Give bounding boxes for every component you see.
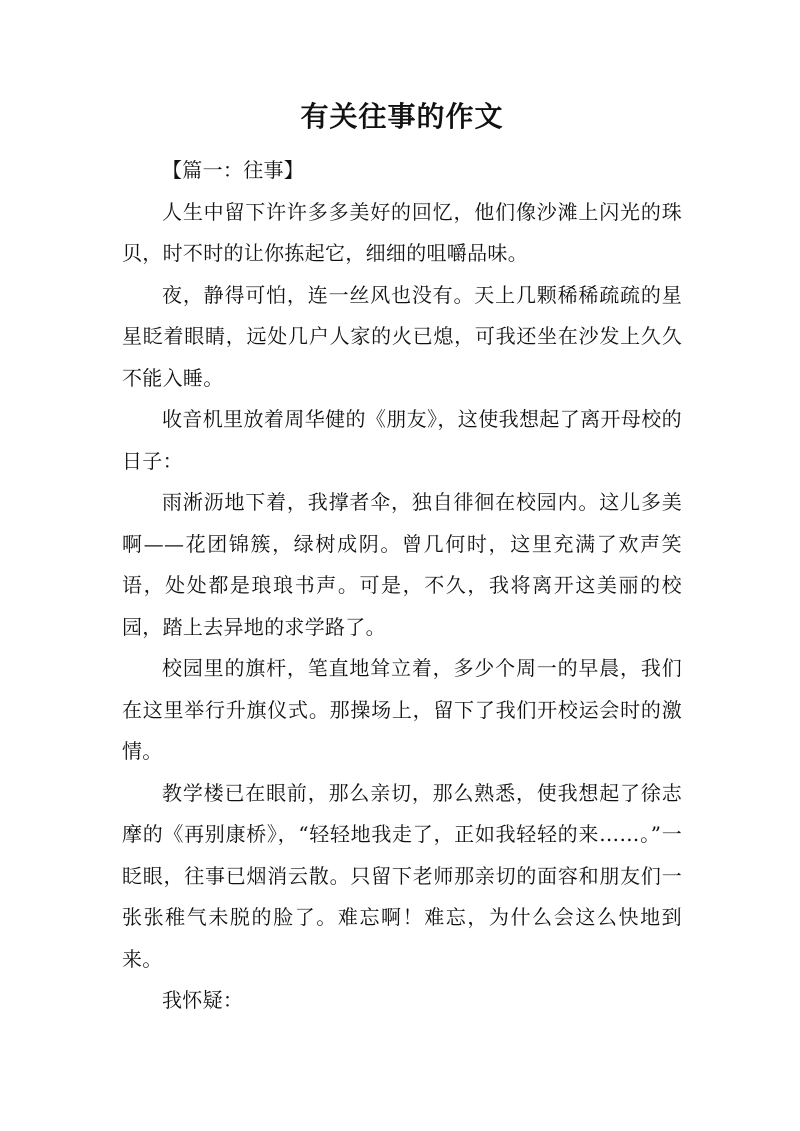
paragraph-3: 收音机里放着周华健的《朋友》，这使我想起了离开母校的日子：: [122, 407, 682, 473]
paragraph-4: 雨淅沥地下着，我撑者伞，独自徘徊在校园内。这儿多美啊——花团锦簇，绿树成阴。曾几何时，这里充满了欢声笑语，处处都是琅琅书声。可是，不久，我将离开这美丽的校园，踏上去异地的求学路了。: [122, 490, 682, 639]
paragraph-6: 教学楼已在眼前，那么亲切，那么熟悉，使我想起了徐志摩的《再别康桥》，“轻轻地我走了，正如我轻轻的来……。”一眨眼，往事已烟消云散。只留下老师那亲切的面容和朋友们一张张稚气未脱的脸了。难忘啊！难忘，为什么会这么快地到来。: [122, 780, 682, 971]
paragraph-5: 校园里的旗杆，笔直地耸立着，多少个周一的早晨，我们在这里举行升旗仪式。那操场上，留下了我们开校运会时的激情。: [122, 656, 682, 763]
paragraph-7: 我怀疑：: [162, 988, 244, 1012]
paragraph-2: 夜，静得可怕，连一丝风也没有。天上几颗稀稀疏疏的星星眨着眼睛，远处几户人家的火已熄，可我还坐在沙发上久久不能入睡。: [122, 282, 682, 390]
paragraph-1: 人生中留下许许多多美好的回忆，他们像沙滩上闪光的珠贝，时不时的让你拣起它，细细的咀嚼品味。: [122, 199, 682, 265]
document-title: 有关往事的作文: [300, 100, 504, 133]
section-heading: 【篇一：往事】: [162, 158, 305, 182]
